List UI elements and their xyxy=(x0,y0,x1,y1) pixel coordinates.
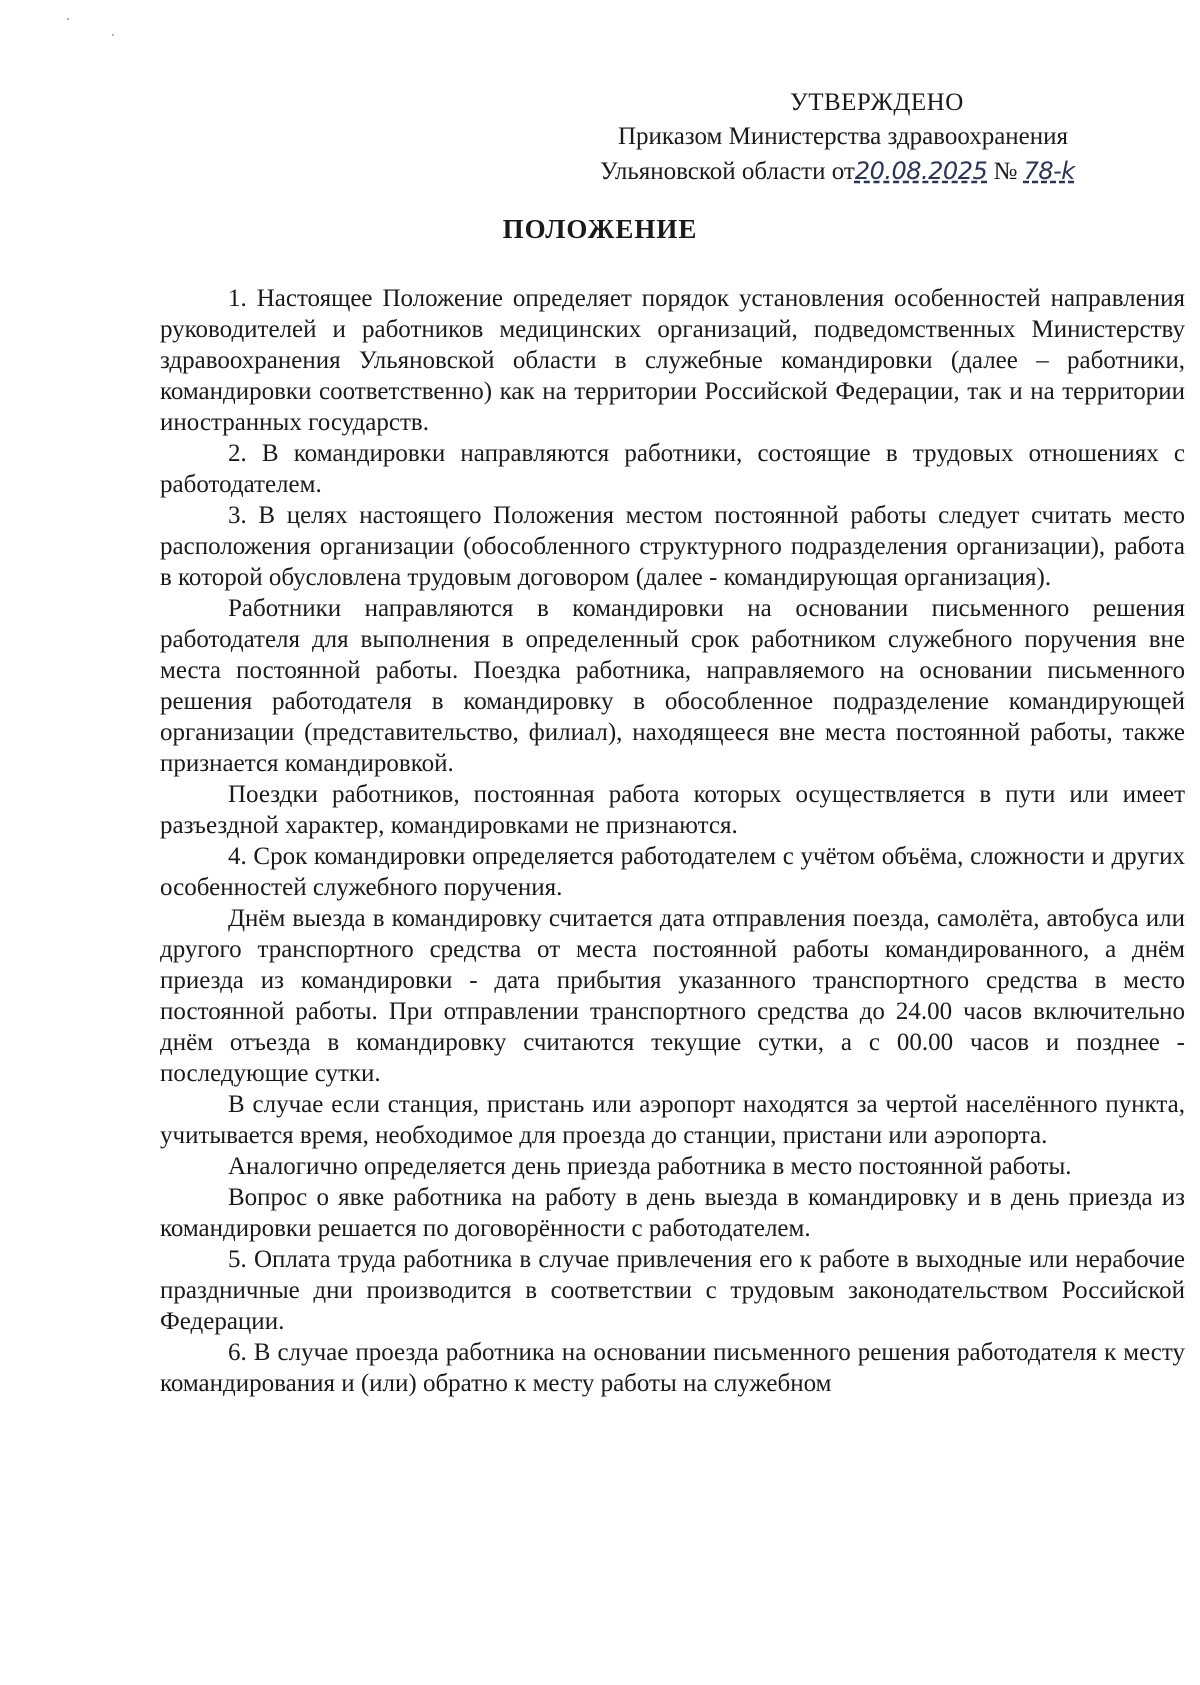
paragraph: 2. В командировки направляются работники, состоящие в трудовых отношениях с работодателем. xyxy=(160,440,1185,498)
region-prefix: Ульяновской области от xyxy=(600,158,855,185)
region-date-line xyxy=(590,154,1150,189)
paragraph: Работники направляются в командировки на основании письменного решения работодателя для выполнения в определенный срок работником служебного поручения вне места постоянной работы. Поездка работника, направляемого на основании письменного решения работодателя в командировку в обособленное подразделение командирующей организации (представительство, филиал), находящееся вне места постоянной работы, также признается командировкой. xyxy=(160,595,1185,777)
paragraph: Днём выезда в командировку считается дата отправления поезда, самолёта, автобуса или другого транспортного средства от места постоянной работы командированного, а днём приезда из командировки - дата прибытия указанного транспортного средства в место постоянной работы. При отправлении транспортного средства до 24.00 часов включительно днём отъезда в командировку считаются текущие сутки, а с 00.00 часов и позднее - последующие сутки. xyxy=(160,905,1185,1087)
document-title: ПОЛОЖЕНИЕ xyxy=(502,214,698,244)
handwritten-number: 78-k xyxy=(1023,157,1075,185)
approval-block xyxy=(590,86,1150,189)
paragraph: 4. Срок командировки определяется работодателем с учётом объёма, сложности и других особенностей служебного поручения. xyxy=(160,843,1185,901)
paragraph: 3. В целях настоящего Положения местом постоянной работы следует считать место расположения организации (обособленного структурного подразделения организации), работа в которой обусловлена трудовым договором (далее - командирующая организация). xyxy=(160,502,1185,591)
document-body xyxy=(160,283,1185,1399)
order-line: Приказом Министерства здравоохранения xyxy=(618,123,1069,150)
paragraph: 5. Оплата труда работника в случае привлечения его к работе в выходные или нерабочие праздничные дни производится в соответствии с трудовым законодательством Российской Федерации. xyxy=(160,1246,1185,1335)
paragraph: 1. Настоящее Положение определяет порядок установления особенностей направления руководителей и работников медицинских организаций, подведомственных Министерству здравоохранения Ульяновской области в служебные командировки (далее – работники, командировки соответственно) как на территории Российской Федерации, так и на территории иностранных государств. xyxy=(160,285,1185,436)
approved-label: УТВЕРЖДЕНО xyxy=(790,89,964,116)
paragraph: В случае если станция, пристань или аэропорт находятся за чертой населённого пункта, учитывается время, необходимое для проезда до станции, пристани или аэропорта. xyxy=(160,1091,1185,1149)
paragraph: Вопрос о явке работника на работу в день выезда в командировку и в день приезда из командировки решается по договорённости с работодателем. xyxy=(160,1184,1185,1242)
number-sign: № xyxy=(993,158,1018,185)
paragraph: Поездки работников, постоянная работа которых осуществляется в пути или имеет разъездной характер, командировками не признаются. xyxy=(160,781,1185,839)
paragraph: 6. В случае проезда работника на основании письменного решения работодателя к месту командирования и (или) обратно к месту работы на служебном xyxy=(160,1339,1185,1397)
paragraph: Аналогично определяется день приезда работника в место постоянной работы. xyxy=(228,1153,1072,1180)
handwritten-date: 20.08.2025 xyxy=(854,157,988,185)
